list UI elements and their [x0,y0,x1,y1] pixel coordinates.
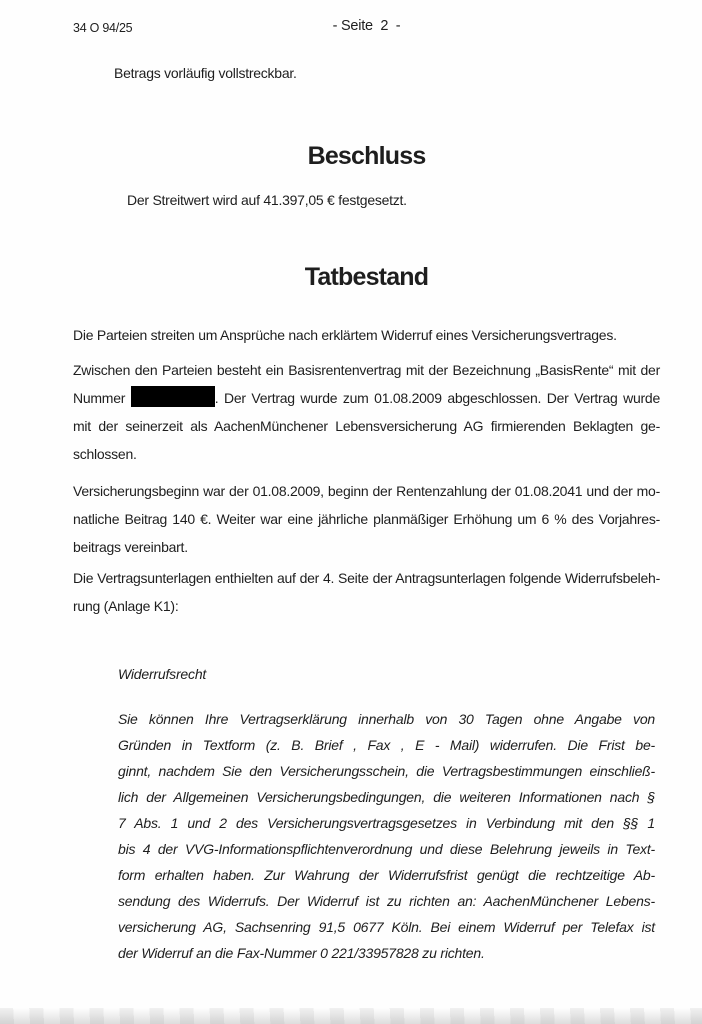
tatbestand-heading: Tatbestand [304,263,429,291]
lead-line: Betrags vorläufig vollstreckbar. [114,65,297,81]
quote-line: ginnt, nachdem Sie den Versicherungsschein, die Vertragsbestimmungen einschließ- [118,763,655,779]
paragraph-text: Nummer [73,390,126,406]
quote-line: sendung des Widerrufs. Der Widerruf ist zu richten an: AachenMünchener Lebens- [118,893,655,909]
quote-line: Sie können Ihre Vertragserklärung innerhalb von 30 Tagen ohne Angabe von [118,711,655,727]
quote-heading-widerrufsrecht: Widerrufsrecht [118,666,207,682]
paragraph-vertrag [73,356,660,468]
paragraph-line-with-redaction [73,384,660,412]
redaction-box [131,386,215,407]
quote-line: bis 4 der VVG-Informationspflichtenverordnung und diese Belehrung jeweils in Text- [118,841,655,857]
quote-line: der Widerruf an die Fax-Nummer 0 221/33957828 zu richten. [118,945,485,961]
page-number-label: - Seite 2 - [332,18,401,34]
paragraph-line: Zwischen den Parteien besteht ein Basisrentenvertrag mit der Bezeichnung „BasisRente“ mit der [73,362,660,378]
beschluss-heading: Beschluss [307,142,426,170]
quote-line: 7 Abs. 1 und 2 des Versicherungsvertragsgesetzes in Verbindung mit den §§ 1 [118,815,655,831]
quote-line: Gründen in Textform (z. B. Brief , Fax , E - Mail) widerrufen. Die Frist be- [118,737,655,753]
quote-line: versicherung AG, Sachsenring 91,5 0677 Köln. Bei einem Widerruf per Telefax ist [118,919,655,935]
paragraph-line: beitrags vereinbart. [73,539,188,555]
quote-line: lich der Allgemeinen Versicherungsbedingungen, die weiteren Informationen nach § [118,789,655,805]
paragraph-line: natliche Beitrag 140 €. Weiter war eine jährliche planmäßiger Erhöhung um 6 % des Vorjahres- [73,511,660,527]
quote-line: form erhalten haben. Zur Wahrung der Widerrufsfrist genügt die rechtzeitige Ab- [118,867,655,883]
paragraph-text: . Der Vertrag wurde zum 01.08.2009 abgeschlossen. Der Vertrag wurde [214,390,661,406]
quote-block-widerrufsbelehrung [118,706,655,966]
paragraph-parteien: Die Parteien streiten um Ansprüche nach erklärtem Widerruf eines Versicherungsvertrages. [73,327,617,343]
paragraph-line: Die Vertragsunterlagen enthielten auf der 4. Seite der Antragsunterlagen folgende Widerrufsbeleh- [73,570,660,586]
paragraph-line: schlossen. [73,446,137,462]
paragraph-line: rung (Anlage K1): [73,598,179,614]
paragraph-line: Versicherungsbeginn war der 01.08.2009, beginn der Rentenzahlung der 01.08.2041 und der mo- [73,483,660,499]
paragraph-vertragsunterlagen [73,564,660,620]
paragraph-line: mit der seinerzeit als AachenMünchener Lebensversicherung AG firmierenden Beklagten ge- [73,418,660,434]
paragraph-versicherungsbeginn [73,477,660,561]
page-bottom-scan-shadow [0,1008,702,1024]
streitwert-line: Der Streitwert wird auf 41.397,05 € festgesetzt. [127,192,407,208]
case-number: 34 O 94/25 [73,21,133,35]
